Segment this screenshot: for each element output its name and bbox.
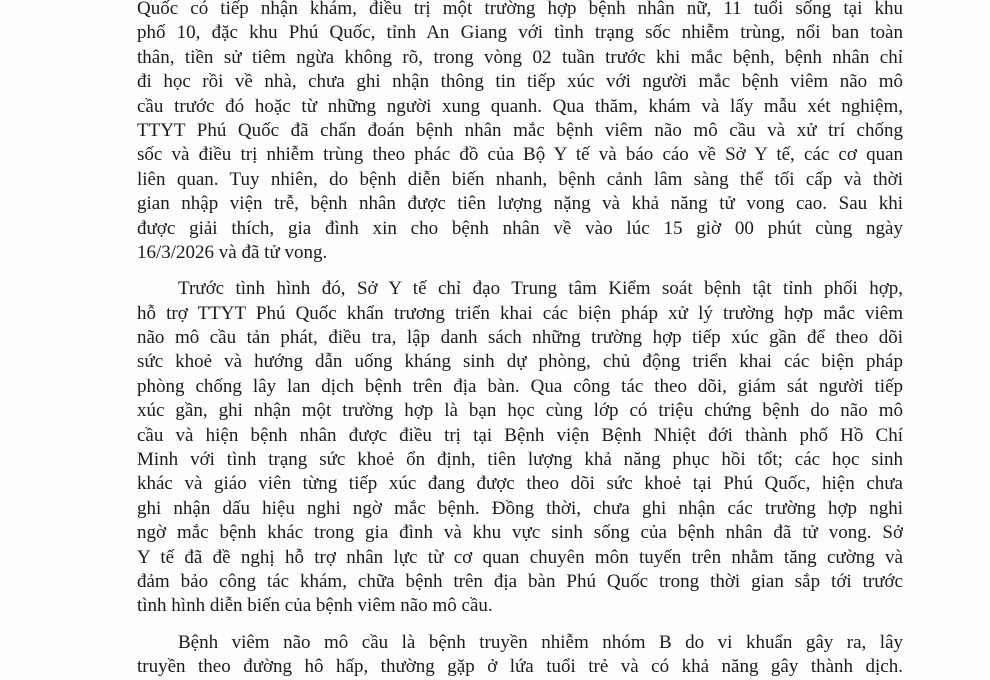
text-line: hỗ trợ TTYT Phú Quốc khẩn trương triển khai các biện pháp xử lý trường hợp mắc viêm <box>137 302 903 324</box>
text-line: Minh với tình trạng sức khoẻ ổn định, tiên lượng khả năng phục hồi tốt; các học sinh <box>137 449 903 471</box>
text-line: cầu và hiện bệnh nhân được điều trị tại Bệnh viện Bệnh Nhiệt đới thành phố Hồ Chí <box>137 424 903 446</box>
text-line: tình hình diễn biến của bệnh viêm não mô cầu. <box>137 595 493 617</box>
text-line: sốc và điều trị nhiễm trùng theo phác đồ của Bộ Y tế và báo cáo về Sở Y tế, các cơ quan <box>137 144 903 166</box>
document-text-block <box>137 0 903 680</box>
text-line: 16/3/2026 và đã tử vong. <box>137 241 328 263</box>
text-line: được giải thích, gia đình xin cho bệnh nhân về vào lúc 15 giờ 00 phút cùng ngày <box>137 217 903 239</box>
paragraph-2 <box>137 277 903 618</box>
text-line: sức khoẻ và hướng dẫn uống kháng sinh dự phòng, chủ động triển khai các biện pháp <box>137 351 903 373</box>
text-line: Y tế đã đề nghị hỗ trợ nhân lực từ cơ quan chuyên môn tuyến trên nhằm tăng cường và <box>137 546 903 568</box>
text-line: đảm bảo công tác khám, chữa bệnh trên địa bàn Phú Quốc trong thời gian sắp tới trước <box>137 570 903 592</box>
text-line: não mô cầu tản phát, điều tra, lập danh sách những trường hợp tiếp xúc gần để theo dõi <box>137 327 903 349</box>
text-line: Quốc có tiếp nhận khám, điều trị một trường hợp bệnh nhân nữ, 11 tuổi sống tại khu <box>137 0 903 19</box>
text-line: ghi nhận dấu hiệu nghi ngờ mắc bệnh. Đồng thời, chưa ghi nhận các trường hợp nghi <box>137 497 903 519</box>
text-line: liên quan. Tuy nhiên, do bệnh diễn biến nhanh, bệnh cảnh lâm sàng thể tối cấp và thời <box>137 168 903 190</box>
text-line: ngờ mắc bệnh khác trong gia đình và khu vực sinh sống của bệnh nhân đã tử vong. Sở <box>137 522 903 544</box>
text-line: Bệnh viêm não mô cầu là bệnh truyền nhiễm nhóm B do vi khuẩn gây ra, lây <box>178 631 903 653</box>
paragraph-1 <box>137 0 903 265</box>
text-line: Trước tình hình đó, Sở Y tế chỉ đạo Trung tâm Kiểm soát bệnh tật tỉnh phối hợp, <box>178 278 903 300</box>
text-line: phòng chống lây lan dịch bệnh trên địa bàn. Qua công tác theo dõi, giám sát người tiếp <box>137 375 903 397</box>
text-line: phố 10, đặc khu Phú Quốc, tỉnh An Giang với tình trạng sốc nhiễm trùng, nổi ban toàn <box>137 22 903 44</box>
text-line: TTYT Phú Quốc đã chẩn đoán bệnh nhân mắc bệnh viêm não mô cầu và xử trí chống <box>137 119 903 141</box>
text-line: thân, tiền sử tiêm ngừa không rõ, trong vòng 02 tuần trước khi mắc bệnh, bệnh nhân chỉ <box>137 46 903 68</box>
text-line: cầu trước đó hoặc từ những người xung quanh. Qua thăm, khám và lấy mẫu xét nghiệm, <box>137 95 903 117</box>
text-line: gian nhập viện trễ, bệnh nhân được tiên lượng nặng và khả năng tử vong cao. Sau khi <box>137 193 903 215</box>
text-line: khác và giáo viên từng tiếp xúc đang được theo dõi sức khoẻ tại Phú Quốc, hiện chưa <box>137 473 903 495</box>
text-line: truyền theo đường hô hấp, thường gặp ở lứa tuổi trẻ và có khả năng gây thành dịch. <box>137 656 903 678</box>
text-line: đi học rồi về nhà, chưa ghi nhận thông tin tiếp xúc với người mắc bệnh viêm não mô <box>137 71 903 93</box>
paragraph-3 <box>137 631 903 680</box>
text-line: xúc gần, ghi nhận một trường hợp là bạn học cùng lớp có triệu chứng bệnh do não mô <box>137 400 903 422</box>
